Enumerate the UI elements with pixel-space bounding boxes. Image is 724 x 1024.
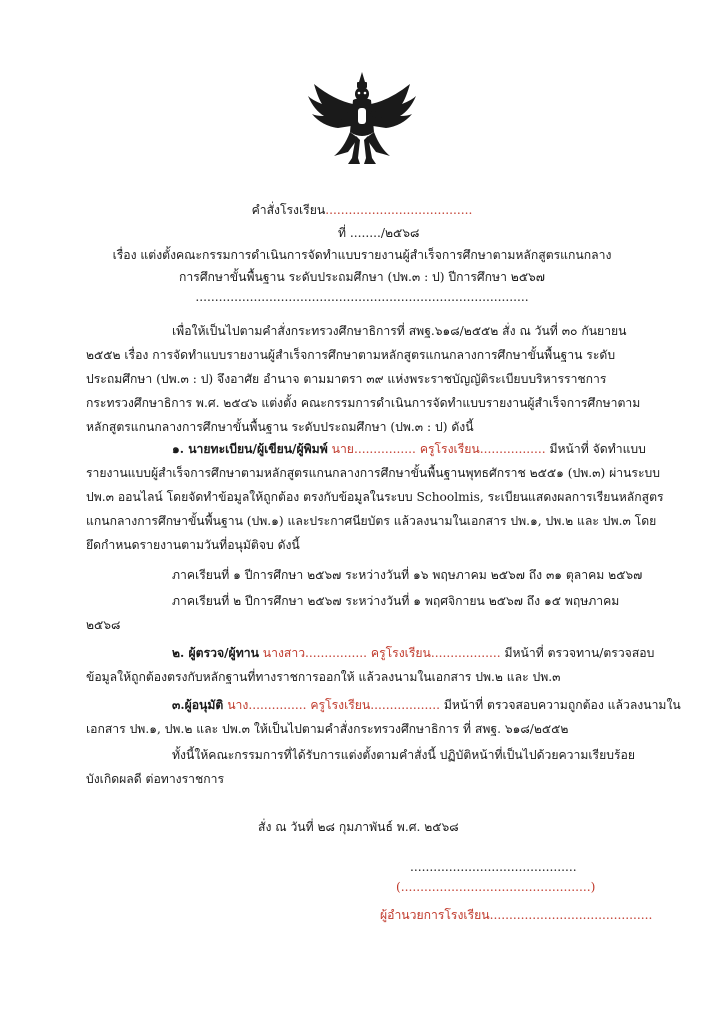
term-1-line: ภาคเรียนที่ ๑ ปีการศึกษา ๒๕๖๗ ระหว่างวันที่ ๑๖ พฤษภาคม ๒๕๖๗ ถึง ๓๑ ตุลาคม ๒๕๖๗ xyxy=(172,568,643,582)
item-2-title: ๒. ผู้ตรวจ/ผู้ทาน xyxy=(172,646,259,660)
item-3-position: ครูโรงเรียน.................. xyxy=(310,698,440,712)
subject-line-2: การศึกษาขั้นพื้นฐาน ระดับประถมศึกษา (ปพ.๓ : ป) ปีการศึกษา ๒๕๖๗ xyxy=(179,270,545,284)
signature-line: ........................................... xyxy=(410,860,577,874)
item-2-line-2: ข้อมูลให้ถูกต้องตรงกับหลักฐานที่ทางราชการออกให้ แล้วลงนามในเอกสาร ปพ.๒ และ ปพ.๓ xyxy=(86,670,561,684)
item-1-name: นาย................ xyxy=(331,442,416,456)
item-1-title: ๑. นายทะเบียน/ผู้เขียน/ผู้พิมพ์ xyxy=(172,442,328,456)
intro-line-2: ๒๕๕๒ เรื่อง การจัดทำแบบรายงานผู้สำเร็จการศึกษาตามหลักสูตรแกนกลางการศึกษาขั้นพื้นฐาน ระดับ xyxy=(86,348,616,362)
item-1-duty-start: มีหน้าที่ จัดทำแบบ xyxy=(549,442,646,456)
item-3-name: นาง............... xyxy=(227,698,307,712)
item-1-line-2: รายงานแบบผู้สำเร็จการศึกษาตามหลักสูตรแกนกลางการศึกษาขั้นพื้นฐานพุทธศักราช ๒๕๕๑ (ปพ.๓) ผ่านระบบ xyxy=(86,466,660,480)
order-number: ที่ ......../๒๕๖๘ xyxy=(338,226,420,240)
school-name-blank: ...................................... xyxy=(325,203,473,217)
order-label: คำสั่งโรงเรียน xyxy=(251,203,326,217)
item-2-name: นางสาว................ xyxy=(262,646,368,660)
item-1-position: ครูโรงเรียน................. xyxy=(419,442,546,456)
item-2-position: ครูโรงเรียน.................. xyxy=(370,646,501,660)
intro-line-4: กระทรวงศึกษาธิการ พ.ศ. ๒๕๔๖ แต่งตั้ง คณะกรรมการดำเนินการจัดทำแบบรายงานผู้สำเร็จการศึกษาตาม xyxy=(86,396,641,410)
closing-line-2: บังเกิดผลดี ต่อทางราชการ xyxy=(86,772,225,786)
intro-line-5: หลักสูตรแกนกลางการศึกษาขั้นพื้นฐาน ระดับประถมศึกษา (ปพ.๓ : ป) ดังนี้ xyxy=(86,420,474,434)
order-date: สั่ง ณ วันที่ ๒๘ กุมภาพันธ์ พ.ศ. ๒๕๖๘ xyxy=(258,820,459,834)
item-3-duty-start: มีหน้าที่ ตรวจสอบความถูกต้อง แล้วลงนามใน xyxy=(443,698,681,712)
order-title xyxy=(0,201,724,220)
item-2-heading xyxy=(172,644,654,663)
subject-line-1: เรื่อง แต่งตั้งคณะกรรมการดำเนินการจัดทำแบบรายงานผู้สำเร็จการศึกษาตามหลักสูตรแกนกลาง xyxy=(112,248,612,262)
header-divider: ...................................................................................... xyxy=(195,290,529,304)
item-3-line-2: เอกสาร ปพ.๑, ปพ.๒ และ ปพ.๓ ให้เป็นไปตามคำสั่งกระทรวงศึกษาธิการ ที่ สพฐ. ๖๑๘/๒๕๕๒ xyxy=(86,722,569,736)
signature-title: ผู้อำนวยการโรงเรียน.......................................... xyxy=(380,908,653,922)
intro-line-1: เพื่อให้เป็นไปตามคำสั่งกระทรวงศึกษาธิการที่ สพฐ.๖๑๘/๒๕๕๒ สั่ง ณ วันที่ ๓๐ กันยายน xyxy=(172,324,627,338)
term-2-continuation: ๒๕๖๘ xyxy=(86,618,121,632)
intro-line-3: ประถมศึกษา (ปพ.๓ : ป) จึงอาศัย อำนาจ ตามมาตรา ๓๙ แห่งพระราชบัญญัติระเบียบบริหารราชการ xyxy=(86,372,607,386)
item-3-heading xyxy=(172,696,681,715)
signature-name: (.................................................) xyxy=(396,880,596,894)
item-1-line-5: ยึดกำหนดรายงานตามวันที่อนุมัติจบ ดังนี้ xyxy=(86,538,300,552)
garuda-emblem-icon xyxy=(304,70,420,170)
term-2-line: ภาคเรียนที่ ๒ ปีการศึกษา ๒๕๖๗ ระหว่างวันที่ ๑ พฤศจิกายน ๒๕๖๗ ถึง ๑๕ พฤษภาคม xyxy=(172,594,620,608)
item-2-duty-start: มีหน้าที่ ตรวจทาน/ตรวจสอบ xyxy=(504,646,655,660)
item-3-title: ๓.ผู้อนุมัติ xyxy=(172,698,224,712)
closing-line-1: ทั้งนี้ให้คณะกรรมการที่ได้รับการแต่งตั้งตามคำสั่งนี้ ปฏิบัติหน้าที่เป็นไปด้วยความเรียบร้อย xyxy=(172,748,635,762)
item-1-line-4: แกนกลางการศึกษาขั้นพื้นฐาน (ปพ.๑) และประกาศนียบัตร แล้วลงนามในเอกสาร ปพ.๑, ปพ.๒ และ ปพ.๓ โดย xyxy=(86,514,657,528)
item-1-heading xyxy=(172,440,646,459)
item-1-line-3: ปพ.๓ ออนไลน์ โดยจัดทำข้อมูลให้ถูกต้อง ตรงกับข้อมูลในระบบ Schoolmis, ระเบียนแสดงผลการเรียนหลักสูตร xyxy=(86,490,664,504)
